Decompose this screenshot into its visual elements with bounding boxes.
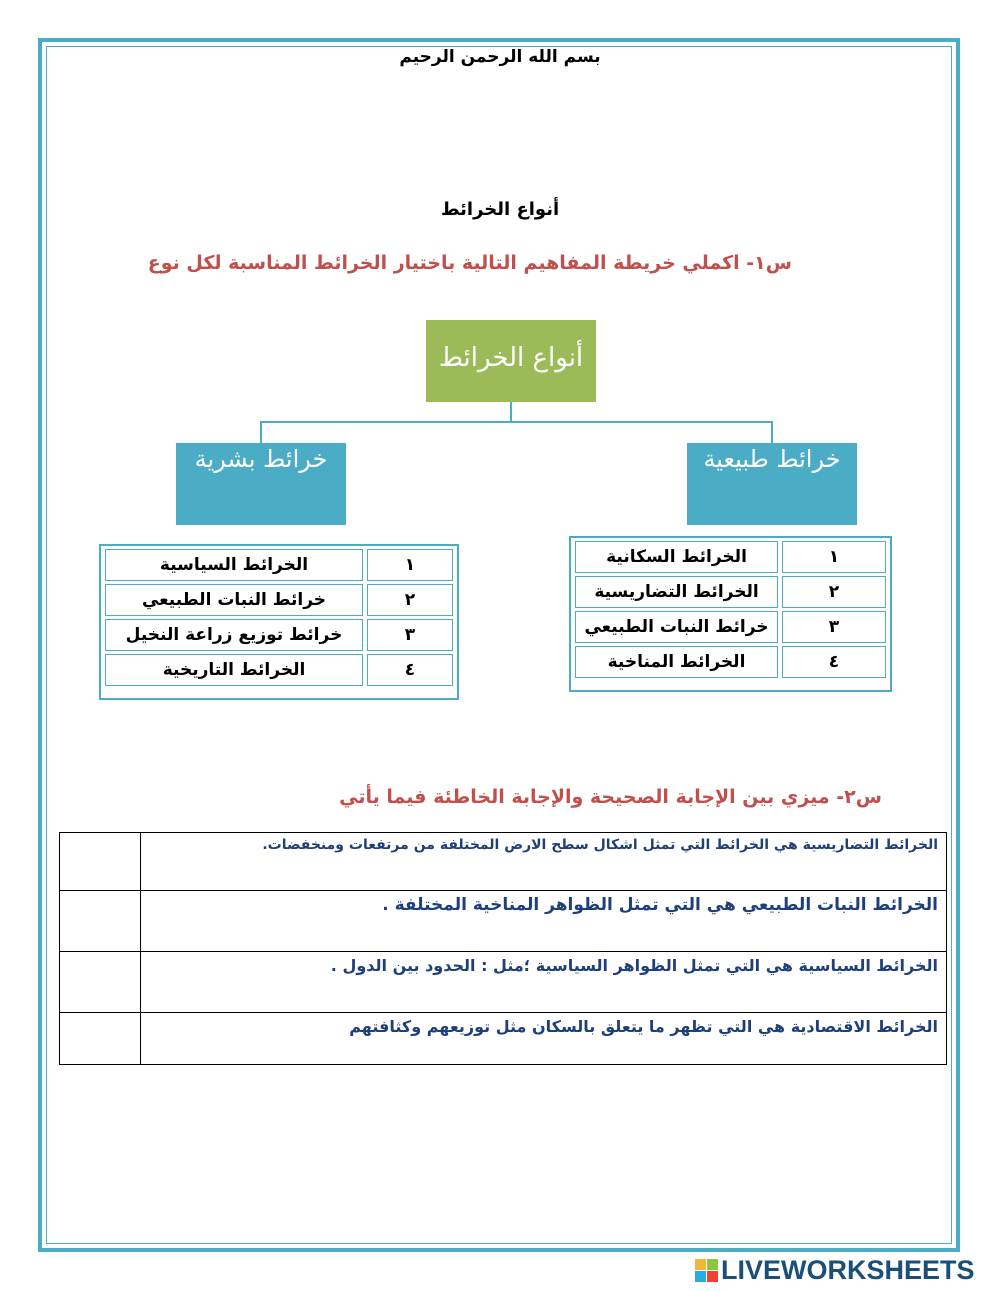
table-row: [60, 891, 947, 952]
liveworksheets-logo: [695, 1253, 975, 1287]
table-row: [105, 584, 453, 616]
answer-cell[interactable]: [60, 833, 141, 891]
row-number: ٣: [367, 619, 453, 651]
question-1-label: س١- اكملي خريطة المفاهيم التالية باختيار الخرائط المناسبة لكل نوع: [147, 252, 792, 274]
drop-zone-answer[interactable]: خرائط توزيع زراعة النخيل: [105, 619, 363, 651]
natural-maps-table: [569, 536, 892, 692]
row-number: ٢: [782, 576, 886, 608]
statement-text: الخرائط الاقتصادية هي التي تظهر ما يتعلق بالسكان مثل توزيعهم وكثافتهم: [141, 1013, 947, 1065]
liveworksheets-logo-icon: [695, 1259, 718, 1282]
table-row: [105, 619, 453, 651]
statement-text: الخرائط التضاريسية هي الخرائط التي تمثل اشكال سطح الارض المختلفة من مرتفعات ومنخفضات.: [141, 833, 947, 891]
question-2-label: س٢- ميزي بين الإجابة الصحيحة والإجابة الخاطئة فيما يأتي: [339, 786, 882, 808]
drop-zone-answer[interactable]: الخرائط التضاريسية: [575, 576, 778, 608]
table-row: [575, 611, 886, 643]
concept-map-natural-maps: خرائط طبيعية: [687, 443, 857, 525]
page-title: أنواع الخرائط: [440, 199, 560, 220]
table-row: [60, 1013, 947, 1065]
row-number: ٤: [367, 654, 453, 686]
drop-zone-answer[interactable]: الخرائط المناخية: [575, 646, 778, 678]
statement-text: الخرائط السياسية هي التي تمثل الظواهر السياسية ؛مثل : الحدود بين الدول .: [141, 952, 947, 1013]
answer-cell[interactable]: [60, 1013, 141, 1065]
table-row: [575, 576, 886, 608]
human-maps-table: [99, 544, 459, 700]
drop-zone-answer[interactable]: خرائط النبات الطبيعي: [575, 611, 778, 643]
statement-text: الخرائط النبات الطبيعي هي التي تمثل الظواهر المناخية المختلفة .: [141, 891, 947, 952]
table-row: [105, 549, 453, 581]
table-row: [60, 952, 947, 1013]
connector-right-drop: [771, 421, 773, 443]
basmala-heading: بسم الله الرحمن الرحيم: [399, 47, 601, 67]
table-row: [60, 833, 947, 891]
row-number: ١: [782, 541, 886, 573]
answer-cell[interactable]: [60, 952, 141, 1013]
concept-map-root: أنواع الخرائط: [426, 320, 596, 402]
concept-map-human-maps: خرائط بشرية: [176, 443, 346, 525]
table-row: [575, 541, 886, 573]
connector-horizontal: [260, 421, 773, 423]
drop-zone-answer[interactable]: خرائط النبات الطبيعي: [105, 584, 363, 616]
answer-cell[interactable]: [60, 891, 141, 952]
row-number: ٣: [782, 611, 886, 643]
drop-zone-answer[interactable]: الخرائط السكانية: [575, 541, 778, 573]
row-number: ٤: [782, 646, 886, 678]
row-number: ١: [367, 549, 453, 581]
connector-root-stem: [510, 402, 512, 422]
table-row: [575, 646, 886, 678]
drop-zone-answer[interactable]: الخرائط السياسية: [105, 549, 363, 581]
row-number: ٢: [367, 584, 453, 616]
drop-zone-answer[interactable]: الخرائط التاريخية: [105, 654, 363, 686]
table-row: [105, 654, 453, 686]
connector-left-drop: [260, 421, 262, 443]
true-false-table: [59, 832, 947, 1065]
logo-text: LIVEWORKSHEETS: [721, 1254, 975, 1285]
